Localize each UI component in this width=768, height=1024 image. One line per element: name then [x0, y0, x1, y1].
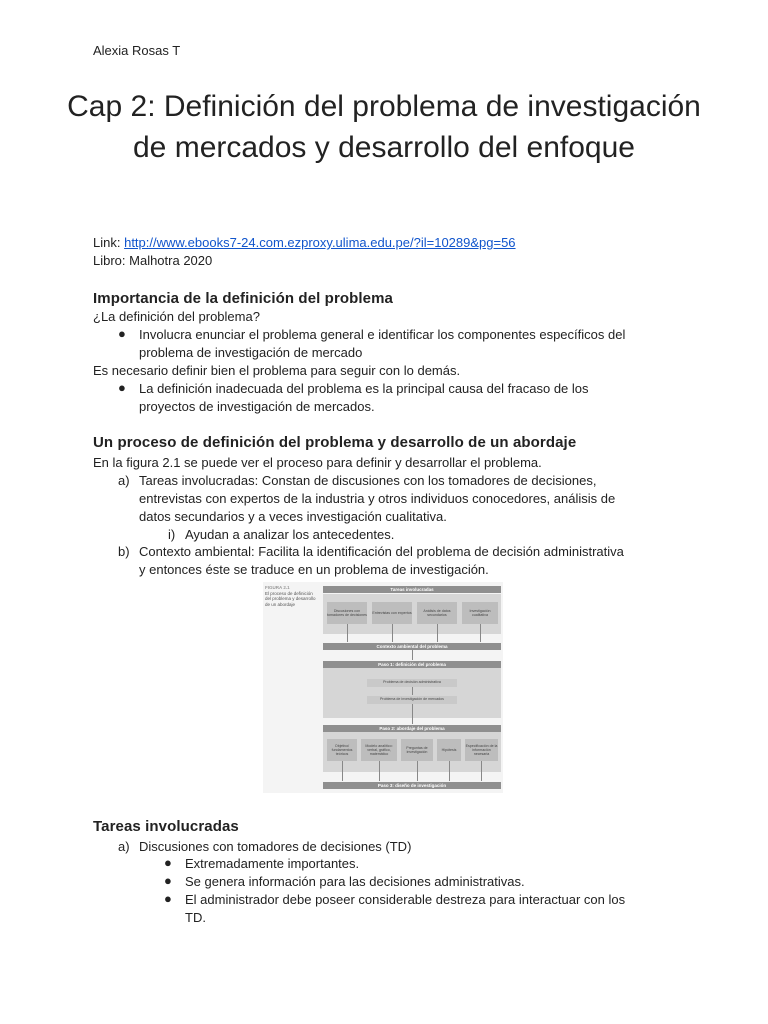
book-reference: Libro: Malhotra 2020 — [93, 253, 213, 268]
list-marker: i) — [168, 527, 176, 542]
list-item-text-continued: y entonces éste se traduce en un problema de investigación. — [139, 562, 489, 577]
bullet-text: Involucra enunciar el problema general e identificar los componentes específicos del — [139, 327, 626, 342]
section-heading-proceso: Un proceso de definición del problema y desarrollo de un abordaje — [93, 434, 577, 451]
list-marker: a) — [118, 473, 130, 488]
section-heading-importancia: Importancia de la definición del problema — [93, 290, 393, 307]
connector-line — [347, 624, 348, 642]
diagram-box: Preguntas de investigación — [401, 739, 433, 761]
diagram-box: Objetivo/ fundamentos teóricos — [327, 739, 357, 761]
bullet-text: Extremadamente importantes. — [185, 856, 360, 871]
list-item-text-continued: entrevistas con expertos de la industria y otros individuos conocedores, análisis de — [139, 491, 616, 506]
diagram-box: Problema de investigación de mercados — [367, 696, 457, 704]
page-title: Cap 2: Definición del problema de investigación de mercados y desarrollo del enfoque — [67, 90, 701, 164]
connector-line — [412, 704, 413, 724]
bullet-text-continued: proyectos de investigación de mercados. — [139, 399, 375, 414]
figure-caption-text: El proceso de definición del problema y desarrollo de un abordaje — [265, 590, 316, 607]
paso1-bar: Paso 1: definición del problema — [323, 661, 501, 668]
connector-line — [417, 761, 418, 781]
list-item-text-continued: datos secundarios y a veces investigación cualitativa. — [139, 509, 447, 524]
link-label: Link: — [93, 235, 121, 250]
bullet-icon: ● — [164, 855, 172, 870]
diagram-box: Modelo analítico: verbal, gráfico, matemático — [361, 739, 397, 761]
connector-line — [437, 624, 438, 642]
paso3-bar: Paso 3: diseño de investigación — [323, 782, 501, 789]
source-link[interactable]: http://www.ebooks7-24.com.ezproxy.ulima.edu.pe/?il=10289&pg=56 — [124, 235, 516, 250]
connector-line — [480, 624, 481, 642]
contexto-bar: Contexto ambiental del problema — [323, 643, 501, 650]
connector-line — [412, 650, 413, 660]
diagram-box: Investigación cualitativa — [462, 602, 498, 624]
bullet-icon: ● — [118, 380, 126, 395]
sublist-item-text: Ayudan a analizar los antecedentes. — [185, 527, 395, 542]
link-line — [93, 235, 516, 250]
list-item-text: Discusiones con tomadores de decisiones (TD) — [139, 839, 412, 854]
author-name: Alexia Rosas T — [93, 43, 181, 58]
list-marker: b) — [118, 544, 130, 559]
figure-label: FIGURA 2.1 — [265, 585, 290, 590]
bullet-text: Se genera información para las decisiones administrativas. — [185, 874, 525, 889]
figure-process-diagram — [263, 582, 503, 793]
figure-caption — [265, 585, 320, 607]
paragraph-text: En la figura 2.1 se puede ver el proceso para definir y desarrollar el problema. — [93, 455, 542, 470]
bullet-icon: ● — [164, 891, 172, 906]
section-heading-tareas: Tareas involucradas — [93, 818, 239, 835]
diagram-box: Especificación de la información necesaria — [465, 739, 498, 761]
question-text: ¿La definición del problema? — [93, 309, 260, 324]
list-item-text: Contexto ambiental: Facilita la identificación del problema de decisión administrativa — [139, 544, 624, 559]
bullet-text: La definición inadecuada del problema es la principal causa del fracaso de los — [139, 381, 589, 396]
list-item-text: Tareas involucradas: Constan de discusiones con los tomadores de decisiones, — [139, 473, 597, 488]
bullet-icon: ● — [118, 326, 126, 341]
paso2-bar: Paso 2: abordaje del problema — [323, 725, 501, 732]
diagram-box: Problema de decisión administrativa — [367, 679, 457, 687]
connector-line — [379, 761, 380, 781]
connector-line — [342, 761, 343, 781]
bullet-text: El administrador debe poseer considerable destreza para interactuar con los — [185, 892, 626, 907]
bullet-icon: ● — [164, 873, 172, 888]
diagram-box: Análisis de datos secundarios — [417, 602, 457, 624]
connector-line — [481, 761, 482, 781]
connector-line — [392, 624, 393, 642]
bullet-text-continued: TD. — [185, 910, 206, 925]
connector-line — [412, 687, 413, 695]
paragraph-text: Es necesario definir bien el problema para seguir con lo demás. — [93, 363, 461, 378]
diagram-box: Entrevistas con expertos — [372, 602, 412, 624]
diagram-box: Discusiones con tomadores de decisiones — [327, 602, 367, 624]
list-marker: a) — [118, 839, 130, 854]
bullet-text-continued: problema de investigación de mercado — [139, 345, 363, 360]
connector-line — [449, 761, 450, 781]
diagram-box: Hipótesis — [437, 739, 461, 761]
tareas-bar: Tareas involucradas — [323, 586, 501, 593]
